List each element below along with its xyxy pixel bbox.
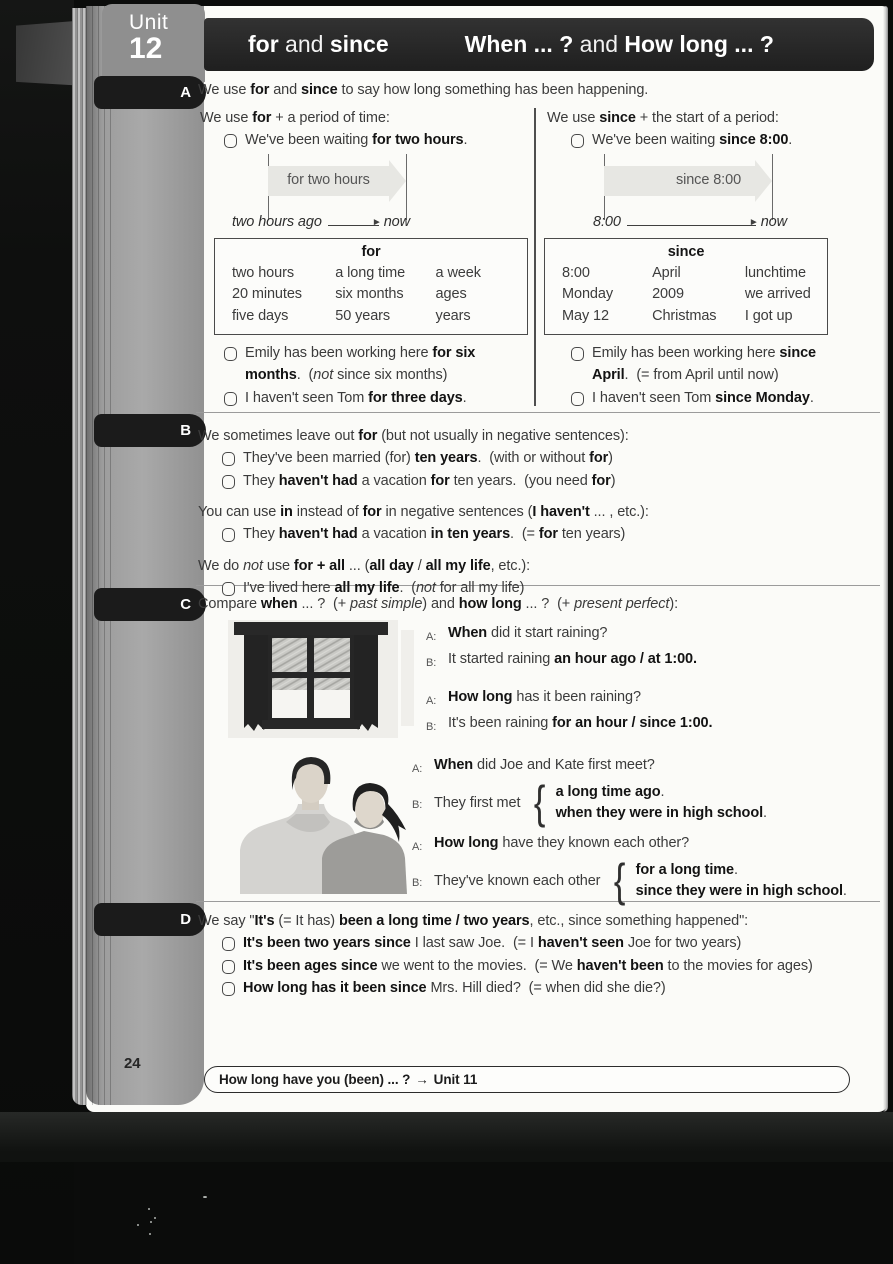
for-examples [200,343,530,410]
dialog-line: A: When did Joe and Kate first meet? [412,757,655,775]
timeline-arrow-band: since 8:00 [604,166,755,196]
arrow-right-icon: → [415,1072,429,1087]
unit-tab [102,4,205,82]
since-examples [547,343,880,410]
dialog-line: A: How long has it been raining? [426,689,641,707]
table-cell: a week [435,264,481,281]
bullet-icon [222,982,235,996]
section-tab-b: B [94,414,206,447]
table-cell: I got up [744,307,793,324]
book-page-edges [72,8,86,1105]
dialog-line-brace: B: They've known each other { for a long time. since they were in high school. [412,854,847,907]
table-header: for [361,243,381,260]
table-cell: we arrived [744,286,811,302]
bullet-icon [571,134,584,148]
couple-illustration [226,752,416,894]
bullet-icon [571,392,584,406]
list-item: They haven't had a vacation for ten years. (you need for) [222,471,882,493]
dialog-line: A: When did it start raining? [426,625,608,643]
scanner-shadow [0,0,74,1264]
dust-speck [203,1196,207,1198]
book-page [86,6,888,1112]
list-item: We've been waiting for two hours. [224,130,530,152]
table-cell: a long time [335,264,406,281]
dust-speck [148,1208,150,1210]
timeline-line [627,216,759,228]
list-item: I haven't seen Tom since Monday. [571,388,880,410]
section-a [198,78,882,412]
answer-options: a long time ago. when they were in high school. [555,784,767,821]
table-cell: 20 minutes [232,286,302,302]
section-tab-c: C [94,588,206,621]
title-when-howlong: When ... ? and How long ... ? [464,31,774,57]
since-table [544,238,828,336]
table-header: since [667,243,705,260]
dialog-line: B: It's been raining for an hour / since 1:00. [426,715,713,733]
rule-intro: You can use in instead of for in negative sentences (I haven't ... , etc.): [198,504,649,520]
bullet-icon [224,392,237,406]
section-tab-d: D [94,903,206,936]
list-item: It's been ages since we went to the movies. (= We haven't been to the movies for ages) [222,956,882,978]
section-c [198,588,882,907]
dialog-line: B: It started raining an hour ago / at 1:00. [426,651,697,669]
unit-number: 12 [129,32,163,65]
table-cell: ages [435,286,467,302]
table-cell: April [652,264,681,281]
page-gutter-shadow [86,6,204,1105]
table-cell: two hours [232,264,294,281]
timeline-line [328,216,382,228]
bullet-icon [222,528,235,542]
for-column [200,108,530,410]
dialog-line-brace: B: They first met { a long time ago. when they were in high school. [412,776,767,829]
title-bar [204,18,874,71]
section-divider [196,412,880,413]
bullet-icon [222,452,235,466]
bullet-icon [222,475,235,489]
section-c-intro: Compare when ... ? (+ past simple) and how long ... ? (+ present perfect): [198,596,679,612]
dust-speck [150,1221,152,1223]
timeline-baseline: two hours ago ► now [232,212,410,233]
dust-speck [149,1233,151,1235]
section-b [198,418,882,599]
since-timeline [547,162,880,238]
table-cell: 2009 [652,286,684,302]
table-body [545,263,827,328]
dialog-line: A: How long have they known each other? [412,835,690,853]
answer-options: for a long time. since they were in high school. [635,862,847,899]
for-table [214,238,528,336]
for-timeline [200,162,530,238]
timeline-tick [406,154,407,220]
table-cell: lunchtime [744,264,807,281]
dust-speck [154,1217,156,1219]
table-cell: May 12 [562,307,609,324]
cross-reference-target: Unit 11 [433,1072,478,1087]
brace-icon: { [614,854,626,907]
title-for-since: for and since [248,31,389,57]
cross-reference-text: How long have you (been) ... ? [219,1072,411,1087]
bullet-icon [571,347,584,361]
dialog-raining [426,622,866,738]
cross-reference-box [204,1066,850,1093]
bullet-icon [224,347,237,361]
bullet-icon [222,937,235,951]
list-item: How long has it been since Mrs. Hill died? (= when did she die?) [222,978,882,1000]
rule-intro: We sometimes leave out for (but not usually in negative sentences): [198,428,629,444]
brace-icon: { [534,776,546,829]
list-item: We've been waiting since 8:00. [571,130,880,152]
bullet-icon [222,960,235,974]
arrowhead-icon: ► [748,216,759,228]
since-heading: We use since + the start of a period: [547,110,779,126]
dust-speck [137,1224,139,1226]
list-item: They haven't had a vacation in ten years. (= for ten years) [222,524,882,546]
timeline-baseline: 8:00 ► now [593,212,787,233]
table-cell: Monday [562,286,613,302]
table-cell: six months [335,286,404,302]
since-column [547,108,880,410]
dialog-joe-kate [412,754,880,907]
table-cell: 50 years [335,307,391,324]
column-divider [534,108,536,406]
rule-intro: We do not use for + all ... (all day / all my life, etc.): [198,557,531,574]
section-tab-a: A [94,76,206,109]
arrowhead-icon: ► [371,216,382,228]
section-d [198,905,882,1000]
table-cell: 8:00 [562,264,590,281]
section-d-intro: We say "It's (= It has) been a long time / two years, etc., since something happened": [198,913,749,929]
list-item: Emily has been working here for six months. (not since six months) [224,343,530,386]
table-body [215,263,527,328]
table-cell: years [435,307,471,324]
unit-label: Unit [129,11,169,34]
table-cell: Christmas [652,307,717,324]
list-item: I haven't seen Tom for three days. [224,388,530,410]
section-a-intro: We use for and since to say how long something has been happening. [198,82,649,98]
table-cell: five days [232,307,289,324]
rainy-window-illustration [228,614,414,744]
bullet-icon [224,134,237,148]
list-item: They've been married (for) ten years. (with or without for) [222,448,882,470]
scanner-bottom-band [0,1112,893,1162]
timeline-tick [772,154,773,220]
list-item: I've lived here all my life. (not for all my life) [222,578,882,600]
page-number: 24 [124,1055,141,1072]
list-item: It's been two years since I last saw Joe. (= I haven't seen Joe for two years) [222,933,882,955]
for-heading: We use for + a period of time: [200,110,390,126]
list-item: Emily has been working here since April. (= from April until now) [571,343,880,386]
timeline-arrow-band: for two hours [268,166,389,196]
